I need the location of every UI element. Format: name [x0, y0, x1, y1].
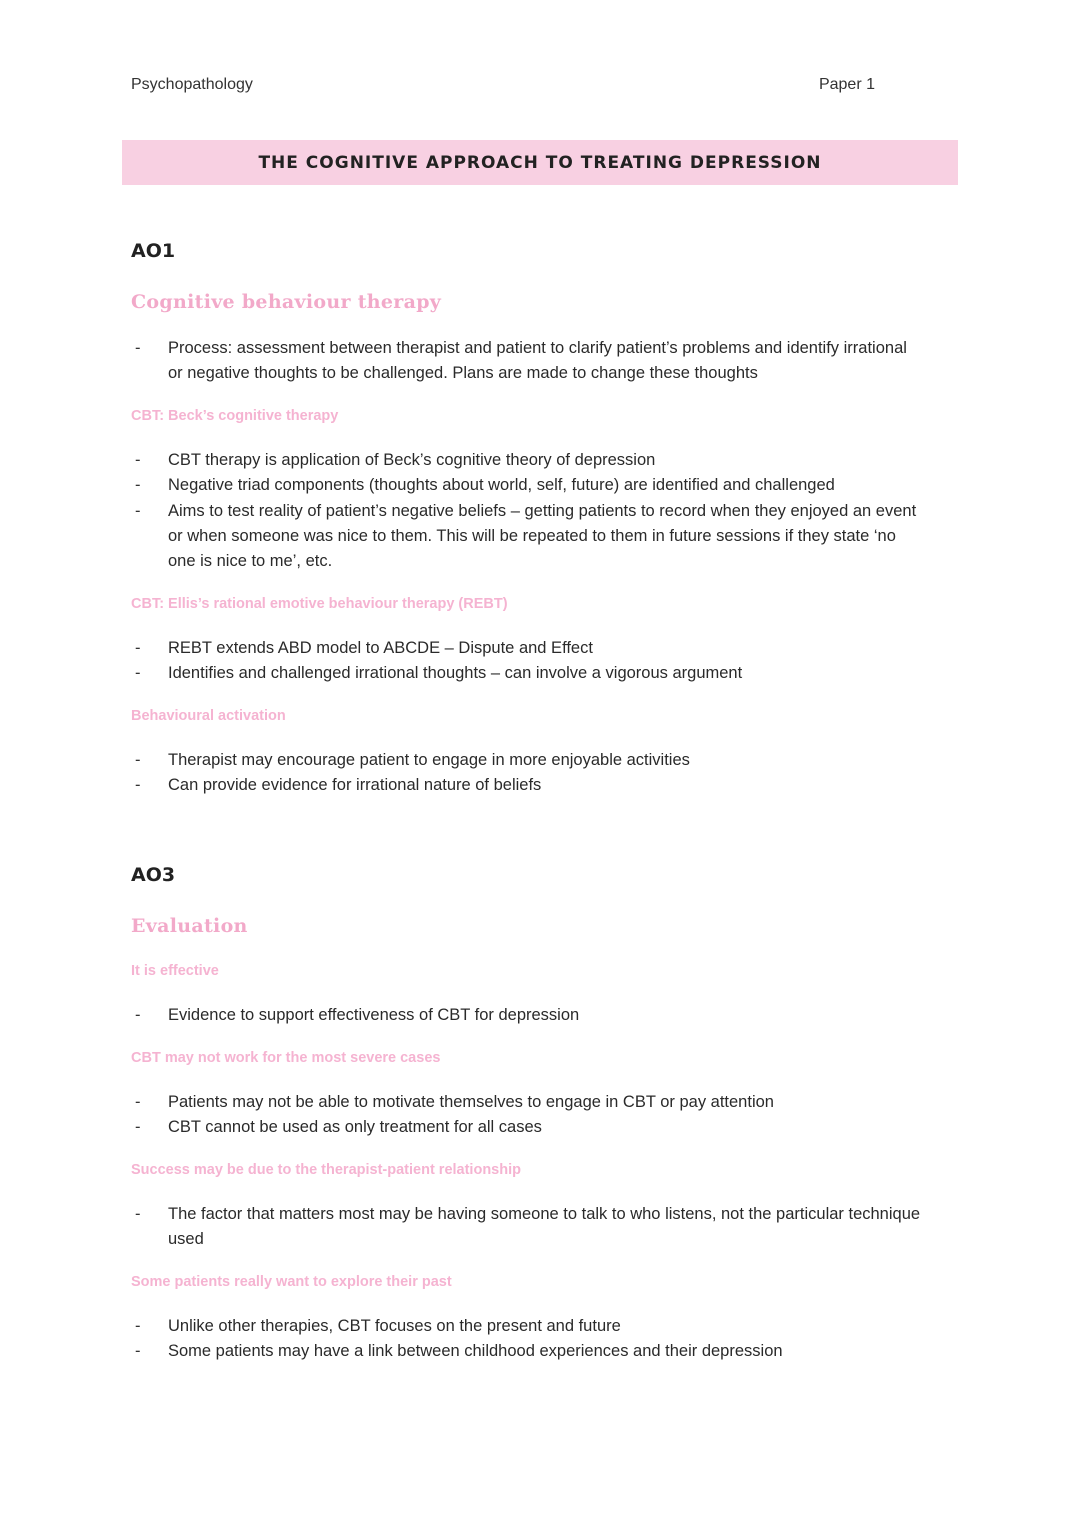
ellis-list: [131, 636, 921, 687]
process-list: [131, 336, 921, 387]
list-item: - Therapist may encourage patient to engage in more enjoyable activities: [131, 748, 921, 773]
subheading-relationship: Success may be due to the therapist-patient relationship: [131, 1162, 521, 1178]
header-paper: Paper 1: [818, 76, 875, 93]
subheading-effective: It is effective: [131, 963, 219, 979]
list-item: - Unlike other therapies, CBT focuses on the present and future: [131, 1314, 921, 1339]
subheading-ellis: CBT: Ellis’s rational emotive behaviour therapy (REBT): [131, 596, 508, 612]
header-subject: Psychopathology: [131, 76, 253, 93]
list-item: - CBT cannot be used as only treatment for all cases: [131, 1115, 921, 1140]
list-item: - Process: assessment between therapist and patient to clarify patient’s problems and identify irrational or negative thoughts to be challenged. Plans are made to change these thoughts: [131, 336, 921, 387]
section-heading-evaluation: Evaluation: [131, 915, 248, 937]
page-title: THE COGNITIVE APPROACH TO TREATING DEPRESSION: [258, 152, 822, 173]
effective-list: [131, 1003, 921, 1028]
subheading-activation: Behavioural activation: [131, 708, 286, 724]
subheading-severe: CBT may not work for the most severe cases: [131, 1050, 441, 1066]
beck-list: [131, 448, 921, 574]
relationship-list: [131, 1202, 921, 1253]
list-item: - Evidence to support effectiveness of CBT for depression: [131, 1003, 921, 1028]
ao1-label: AO1: [131, 240, 176, 262]
subheading-beck: CBT: Beck’s cognitive therapy: [131, 408, 339, 424]
past-list: [131, 1314, 921, 1365]
list-item: - CBT therapy is application of Beck’s cognitive theory of depression: [131, 448, 921, 473]
list-item: - Patients may not be able to motivate themselves to engage in CBT or pay attention: [131, 1090, 921, 1115]
list-item: - Negative triad components (thoughts about world, self, future) are identified and challenged: [131, 473, 921, 498]
severe-list: [131, 1090, 921, 1141]
list-item: - The factor that matters most may be having someone to talk to who listens, not the particular technique used: [131, 1202, 921, 1253]
list-item: - Aims to test reality of patient’s negative beliefs – getting patients to record when they enjoyed an event or when someone was nice to them. This will be repeated to them in future sessions if they state ‘no one is nice to me’, etc.: [131, 499, 921, 575]
activation-list: [131, 748, 921, 799]
ao3-label: AO3: [131, 864, 176, 886]
subheading-past: Some patients really want to explore their past: [131, 1274, 452, 1290]
list-item: - Some patients may have a link between childhood experiences and their depression: [131, 1339, 921, 1364]
title-banner: [122, 140, 958, 185]
list-item: - REBT extends ABD model to ABCDE – Dispute and Effect: [131, 636, 921, 661]
section-heading-cbt: Cognitive behaviour therapy: [131, 291, 442, 313]
list-item: - Can provide evidence for irrational nature of beliefs: [131, 773, 921, 798]
list-item: - Identifies and challenged irrational thoughts – can involve a vigorous argument: [131, 661, 921, 686]
